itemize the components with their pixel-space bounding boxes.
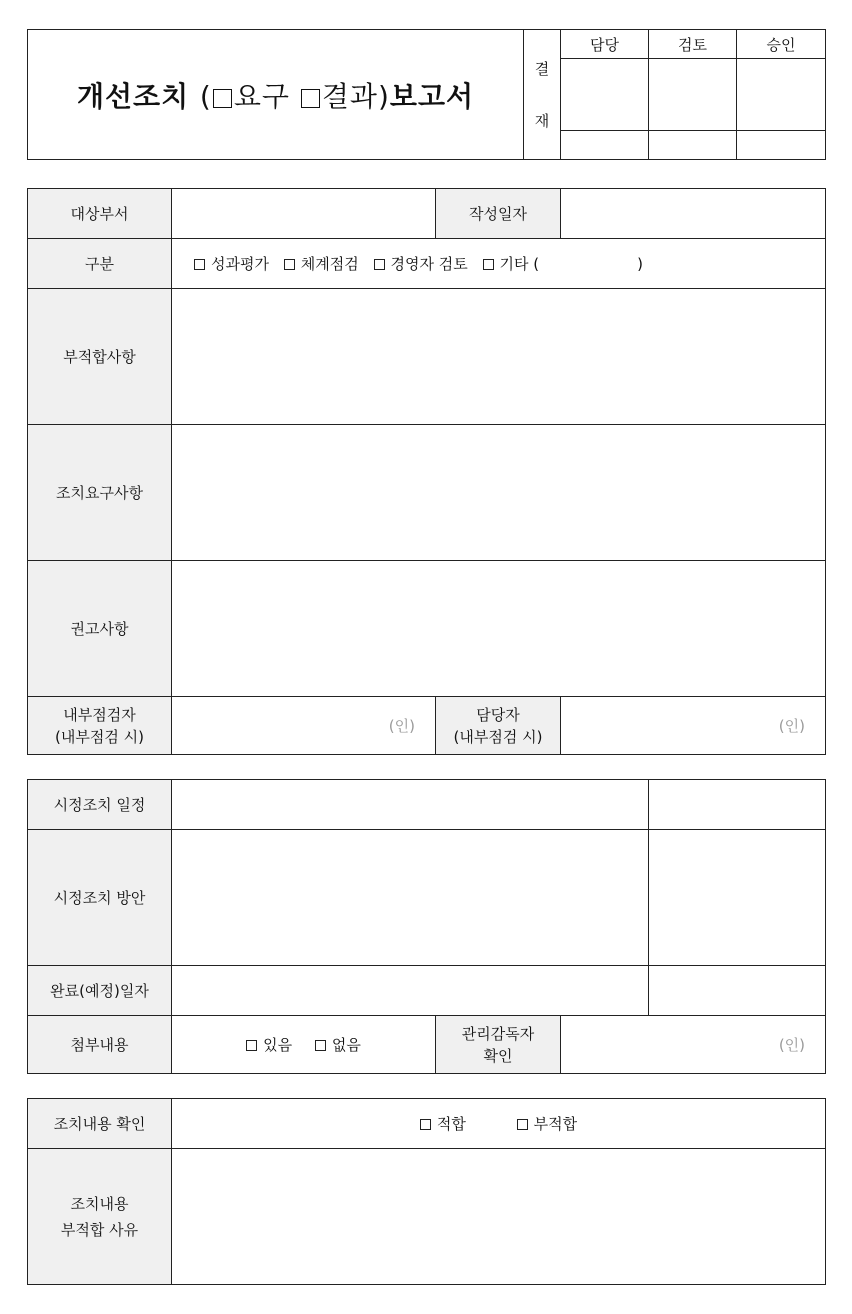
other-paren-close: ) [637, 255, 643, 273]
action-check-options [172, 1099, 826, 1149]
category-option-management-review[interactable]: 경영자 검토 [374, 255, 468, 273]
action-request-field[interactable] [172, 425, 826, 561]
category-option-performance[interactable]: 성과평가 [194, 255, 269, 273]
internal-inspector-label: 내부점검자 (내부점검 시) [28, 697, 172, 755]
completion-date-extra[interactable] [649, 966, 826, 1016]
checkbox-icon [374, 259, 385, 270]
category-options [172, 239, 826, 289]
corrective-plan-label: 시정조치 방안 [28, 830, 172, 966]
nonconforming-reason-label: 조치내용 부적합 사유 [28, 1149, 172, 1285]
completion-date-label: 완료(예정)일자 [28, 966, 172, 1016]
attachment-option-no[interactable]: 없음 [315, 1036, 361, 1054]
attachment-options [172, 1016, 436, 1074]
title-request-checkbox[interactable] [213, 89, 232, 108]
approval-role-approve: 승인 [737, 30, 826, 59]
corrective-plan-extra[interactable] [649, 830, 826, 966]
written-date-label: 작성일자 [436, 189, 561, 239]
category-label: 구분 [28, 239, 172, 289]
checkbox-icon [315, 1040, 326, 1051]
target-dept-field[interactable] [172, 189, 436, 239]
recommendation-field[interactable] [172, 561, 826, 697]
checkbox-icon [517, 1119, 528, 1130]
supervisor-field[interactable] [561, 1016, 826, 1074]
approval-role-review: 검토 [649, 30, 737, 59]
checkbox-icon [420, 1119, 431, 1130]
attachment-option-yes[interactable]: 있음 [246, 1036, 292, 1054]
checkbox-icon [194, 259, 205, 270]
nonconformity-field[interactable] [172, 289, 826, 425]
action-check-label: 조치내용 확인 [28, 1099, 172, 1149]
completion-date-field[interactable] [172, 966, 649, 1016]
approval-date-approve[interactable] [737, 131, 826, 160]
target-dept-label: 대상부서 [28, 189, 172, 239]
section-3-table [27, 1098, 826, 1285]
approval-sign-staff[interactable] [561, 59, 649, 131]
header-table [27, 29, 826, 160]
title-result-checkbox[interactable] [301, 89, 320, 108]
recommendation-label: 권고사항 [28, 561, 172, 697]
approval-role-staff: 담당 [561, 30, 649, 59]
document-title: 개선조치 ( 요구 결과)보고서 [28, 30, 524, 160]
check-option-nonconforming[interactable]: 부적합 [517, 1115, 577, 1133]
corrective-schedule-field[interactable] [172, 780, 649, 830]
check-option-conforming[interactable]: 적합 [420, 1115, 466, 1133]
checkbox-icon [483, 259, 494, 270]
nonconforming-reason-field[interactable] [172, 1149, 826, 1285]
attachment-label: 첨부내용 [28, 1016, 172, 1074]
category-option-other[interactable]: 기타 [483, 255, 529, 273]
person-in-charge-label: 담당자 (내부점검 시) [436, 697, 561, 755]
approval-date-staff[interactable] [561, 131, 649, 160]
action-request-label: 조치요구사항 [28, 425, 172, 561]
seal-mark: (인) [778, 1036, 806, 1054]
corrective-schedule-extra[interactable] [649, 780, 826, 830]
corrective-plan-field[interactable] [172, 830, 649, 966]
approval-sign-approve[interactable] [737, 59, 826, 131]
checkbox-icon [246, 1040, 257, 1051]
supervisor-label: 관리감독자 확인 [436, 1016, 561, 1074]
internal-inspector-field[interactable] [172, 697, 436, 755]
approval-label: 결 재 [524, 30, 561, 160]
corrective-schedule-label: 시정조치 일정 [28, 780, 172, 830]
seal-mark: (인) [388, 717, 415, 735]
section-2-table [27, 779, 826, 1074]
checkbox-icon [284, 259, 295, 270]
written-date-field[interactable] [561, 189, 826, 239]
category-option-system-check[interactable]: 체계점검 [284, 255, 359, 273]
nonconformity-label: 부적합사항 [28, 289, 172, 425]
approval-date-review[interactable] [649, 131, 737, 160]
section-1-table [27, 188, 826, 755]
person-in-charge-field[interactable] [561, 697, 826, 755]
seal-mark: (인) [778, 717, 805, 735]
other-paren-open: ( [533, 255, 540, 273]
approval-sign-review[interactable] [649, 59, 737, 131]
